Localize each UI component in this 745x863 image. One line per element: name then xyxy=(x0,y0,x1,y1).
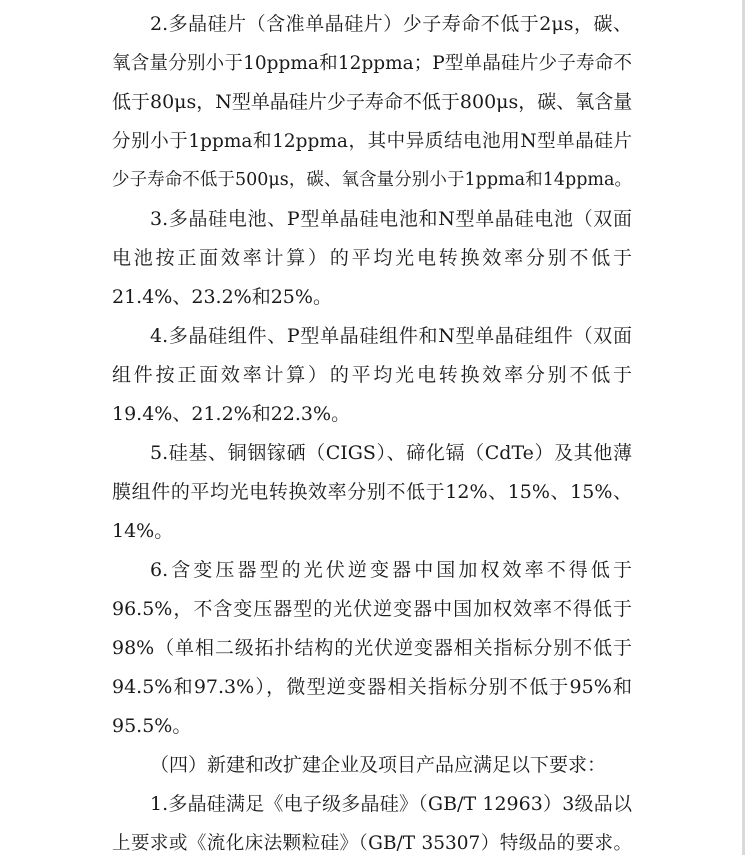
paragraph-6-line-1: 6.含变压器型的光伏逆变器中国加权效率不得低于 xyxy=(150,559,632,581)
item-1-line-2: 上要求或《流化床法颗粒硅》（GB/T 35307）特级品的要求。 xyxy=(112,833,632,854)
paragraph-6-line-5: 95.5%。 xyxy=(112,715,192,737)
paragraph-3-line-3: 21.4%、23.2%和25%。 xyxy=(112,286,332,308)
paragraph-4-line-1: 4.多晶硅组件、P型单晶硅组件和N型单晶硅组件（双面 xyxy=(150,325,632,347)
paragraph-6-line-4: 94.5%和97.3%），微型逆变器相关指标分别不低于95%和 xyxy=(112,676,632,698)
section-heading: （四）新建和改扩建企业及项目产品应满足以下要求： xyxy=(150,754,607,776)
paragraph-2-line-5: 少子寿命不低于500μs，碳、氧含量分别小于1ppma和14ppma。 xyxy=(112,170,632,190)
paragraph-4-line-3: 19.4%、21.2%和22.3%。 xyxy=(112,403,351,425)
paragraph-5-line-2: 膜组件的平均光电转换效率分别不低于12%、15%、15%、 xyxy=(112,481,632,503)
paragraph-3-line-2: 电池按正面效率计算）的平均光电转换效率分别不低于 xyxy=(112,247,632,269)
paragraph-4-line-2: 组件按正面效率计算）的平均光电转换效率分别不低于 xyxy=(112,364,632,386)
paragraph-2-line-3: 低于80μs，N型单晶硅片少子寿命不低于800μs，碳、氧含量 xyxy=(112,91,633,113)
paragraph-2-line-2: 氧含量分别小于10ppma和12ppma；P型单晶硅片少子寿命不 xyxy=(112,53,632,74)
item-1-line-1: 1.多晶硅满足《电子级多晶硅》（GB/T 12963）3级品以 xyxy=(150,793,632,815)
paragraph-5-line-1: 5.硅基、铜铟镓硒（CIGS）、碲化镉（CdTe）及其他薄 xyxy=(150,442,632,464)
paragraph-5-line-3: 14%。 xyxy=(112,520,174,542)
paragraph-3-line-1: 3.多晶硅电池、P型单晶硅电池和N型单晶硅电池（双面 xyxy=(150,208,632,230)
paragraph-6-line-3: 98%（单相二级拓扑结构的光伏逆变器相关指标分别不低于 xyxy=(112,637,632,659)
paragraph-2-line-1: 2.多晶硅片（含准单晶硅片）少子寿命不低于2μs，碳、 xyxy=(150,13,632,35)
paragraph-6-line-2: 96.5%，不含变压器型的光伏逆变器中国加权效率不得低于 xyxy=(112,598,632,620)
paragraph-2-line-4: 分别小于1ppma和12ppma，其中异质结电池用N型单晶硅片 xyxy=(112,131,632,152)
